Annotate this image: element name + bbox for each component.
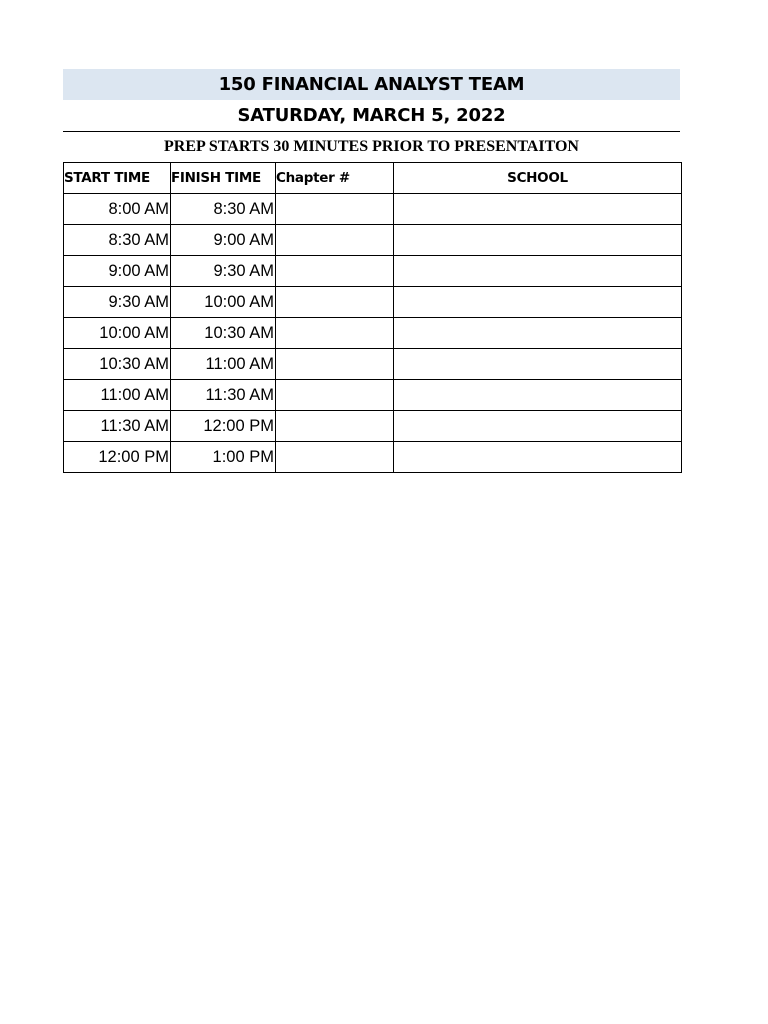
chapter-cell[interactable]	[276, 411, 394, 442]
school-cell[interactable]	[394, 349, 682, 380]
table-row	[64, 287, 682, 318]
chapter-cell[interactable]	[276, 225, 394, 256]
start-time-cell[interactable]: 11:00 AM	[64, 380, 171, 411]
table-row	[64, 380, 682, 411]
finish-time-cell[interactable]: 10:30 AM	[171, 318, 276, 349]
table-row	[64, 318, 682, 349]
start-time-cell[interactable]: 11:30 AM	[64, 411, 171, 442]
column-header-school: SCHOOL	[394, 163, 682, 194]
finish-time-cell[interactable]: 12:00 PM	[171, 411, 276, 442]
school-cell[interactable]	[394, 287, 682, 318]
schedule-table	[63, 162, 682, 473]
chapter-cell[interactable]	[276, 287, 394, 318]
school-cell[interactable]	[394, 411, 682, 442]
table-row	[64, 256, 682, 287]
start-time-cell[interactable]: 9:30 AM	[64, 287, 171, 318]
finish-time-cell[interactable]: 10:00 AM	[171, 287, 276, 318]
column-header-start-time: START TIME	[64, 163, 171, 194]
chapter-cell[interactable]	[276, 256, 394, 287]
school-cell[interactable]	[394, 380, 682, 411]
start-time-cell[interactable]: 10:00 AM	[64, 318, 171, 349]
table-row	[64, 349, 682, 380]
table-row	[64, 225, 682, 256]
chapter-cell[interactable]	[276, 380, 394, 411]
school-cell[interactable]	[394, 442, 682, 473]
finish-time-cell[interactable]: 11:30 AM	[171, 380, 276, 411]
finish-time-cell[interactable]: 8:30 AM	[171, 194, 276, 225]
chapter-cell[interactable]	[276, 194, 394, 225]
start-time-cell[interactable]: 8:30 AM	[64, 225, 171, 256]
column-header-chapter: Chapter #	[276, 163, 394, 194]
event-date: SATURDAY, MARCH 5, 2022	[63, 100, 680, 132]
table-row	[64, 442, 682, 473]
school-cell[interactable]	[394, 194, 682, 225]
start-time-cell[interactable]: 12:00 PM	[64, 442, 171, 473]
chapter-cell[interactable]	[276, 349, 394, 380]
table-body	[64, 194, 682, 473]
finish-time-cell[interactable]: 11:00 AM	[171, 349, 276, 380]
table-row	[64, 411, 682, 442]
school-cell[interactable]	[394, 256, 682, 287]
start-time-cell[interactable]: 9:00 AM	[64, 256, 171, 287]
chapter-cell[interactable]	[276, 318, 394, 349]
schedule-sheet	[63, 69, 680, 473]
column-header-finish-time: FINISH TIME	[171, 163, 276, 194]
finish-time-cell[interactable]: 9:00 AM	[171, 225, 276, 256]
school-cell[interactable]	[394, 225, 682, 256]
prep-note: PREP STARTS 30 MINUTES PRIOR TO PRESENTAITON	[164, 138, 579, 155]
sheet-title: 150 FINANCIAL ANALYST TEAM	[63, 69, 680, 100]
start-time-cell[interactable]: 8:00 AM	[64, 194, 171, 225]
table-header-row	[64, 163, 682, 194]
table-row	[64, 194, 682, 225]
start-time-cell[interactable]: 10:30 AM	[64, 349, 171, 380]
finish-time-cell[interactable]: 1:00 PM	[171, 442, 276, 473]
finish-time-cell[interactable]: 9:30 AM	[171, 256, 276, 287]
chapter-cell[interactable]	[276, 442, 394, 473]
school-cell[interactable]	[394, 318, 682, 349]
